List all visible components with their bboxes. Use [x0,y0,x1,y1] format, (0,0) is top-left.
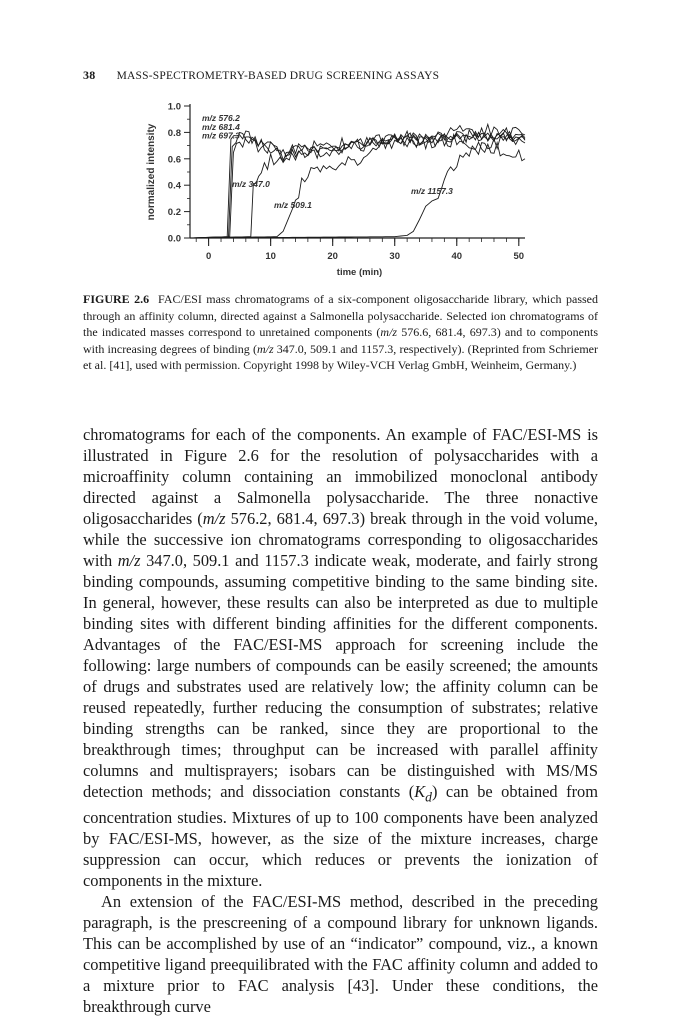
y-tick-label: 0.4 [167,180,181,192]
annotation-label: m/z 509.1 [274,200,312,210]
x-tick-label: 20 [327,251,338,262]
y-tick-label: 0.6 [167,154,181,166]
legend-entry: m/z 576.2 [202,113,240,123]
kd-subscript: d [425,789,432,805]
body-text [83,424,598,1017]
legend-entry: m/z 681.4 [202,121,240,132]
x-axis-title: time (min) [336,267,383,278]
x-tick-label: 50 [513,251,525,262]
x-tick-label: 0 [205,251,212,262]
kd-symbol: K [414,782,426,801]
x-tick-label: 40 [451,251,463,262]
p1-text-c: 347.0, 509.1 and 1157.3 indicate weak, moderate, and fairly strong binding compounds, assuming competitive binding to the same binding site. In general, however, these results can also be interpreted as due to multiple binding sites with different binding affinities for the different components. Advantages of the FAC/ESI-MS approach for screening include the following: large numbers of compounds can be easily screened; the amounts of drugs and substrates used are relatively low; the affinity column can be reused repeatedly, further reducing the consumption of substrates; relative binding strengths can be ranked, since they are proportional to the breakthrough times; throughput can be increased with parallel affinity columns and multisprayers; isobars can be distinguished with MS/MS detection methods; and dissociation constants ( [83,551,598,801]
y-axis-title: normalized intensity [146,123,157,221]
chart-labels [146,102,524,279]
chromatogram-chart [0,0,678,290]
paragraph-2: An extension of the FAC/ESI-MS method, described in the preceding paragraph, is the prescreening of a compound library for unknown ligands. This can be accomplished by use of an “indicator” compound, viz., a known competitive ligand preequilibrated with the FAC affinity column and added to a mixture prior to FAC analysis [43]. Under these conditions, the breakthrough curve [83,892,598,1017]
y-tick-label: 0.0 [167,233,181,245]
running-title: MASS-SPECTROMETRY-BASED DRUG SCREENING ASSAYS [116,70,440,82]
y-tick-label: 0.2 [167,207,181,219]
paragraph-1 [83,424,598,891]
caption-mz-2: m/z [256,341,274,356]
annotation-label: m/z 347.0 [232,179,270,189]
p1-text-d: ) can be obtained from concentration studies. Mixtures of up to 100 components have been analyzed by FAC/ESI-MS, however, as the size of the mixture increases, charge suppression can occur, which reduces or prevents the ionization of components in the mixture. [83,782,598,891]
p1-mz-1: m/z [202,509,226,528]
y-tick-label: 0.8 [167,127,181,139]
annotation-label: m/z 1157.3 [411,186,453,196]
caption-text-c: 347.0, 509.1 and 1157.3, respectively). (Reprinted from Schriemer et al. [41], used with permission. Copyright 1998 by Wiley-VCH Verlag GmbH, Weinheim, Germany.) [83,341,598,373]
x-tick-label: 30 [389,251,401,262]
figure-label: FIGURE 2.6 [83,292,150,306]
caption-text-b: 576.6, 681.4, 697.3) and to components with increasing degrees of binding ( [83,325,598,356]
p1-text-b: 576.2, 681.4, 697.3) break through in the void volume, while the successive ion chromatograms corresponding to oligosaccharides with [83,509,598,570]
caption-text-a: FAC/ESI mass chromatograms of a six-component oligosaccharide library, which passed through an affinity column, directed against a Salmonella polysaccharide. Selected ion chromatograms of the indicated masses correspond to unretained components ( [83,292,598,340]
p1-text-a: chromatograms for each of the components. An example of FAC/ESI-MS is illustrated in Figure 2.6 for the resolution of polysaccharides with a microaffinity column containing an immobilized monoclonal antibody directed against a Salmonella polysaccharide. The three nonactive oligosaccharides ( [83,425,598,528]
caption-mz-1: m/z [380,325,398,340]
legend-entry: m/z 697.3 [202,130,240,141]
x-tick-label: 10 [265,251,276,262]
p1-mz-2: m/z [117,551,141,570]
figure-caption [83,291,598,374]
y-tick-label: 1.0 [167,101,181,113]
page-number: 38 [83,68,96,82]
